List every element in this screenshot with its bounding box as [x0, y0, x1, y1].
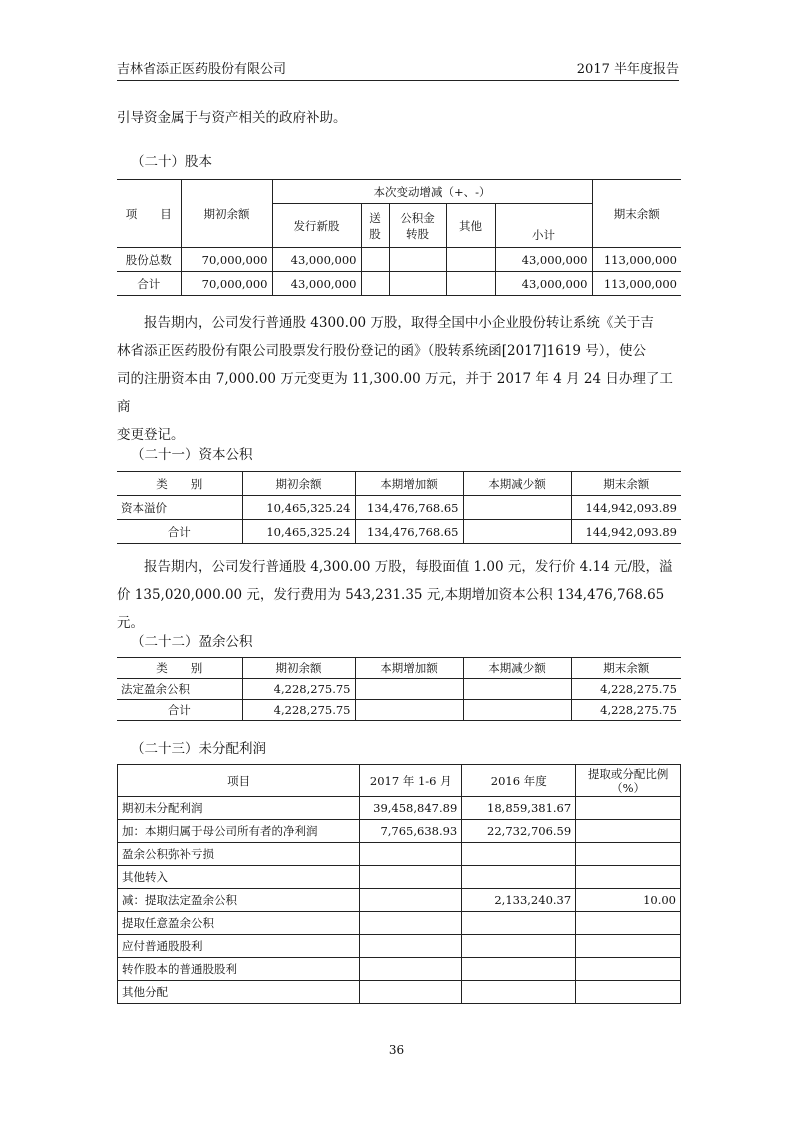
section-23-title: （二十三）未分配利润	[131, 741, 266, 757]
share-capital-table	[117, 179, 681, 296]
header-item: 项目	[118, 765, 360, 797]
header-closing: 期末余额	[592, 180, 681, 248]
table-row: 提取任意盈余公积	[118, 912, 681, 935]
section-22-title: （二十二）盈余公积	[131, 634, 253, 650]
header-year: 2016 年度	[462, 765, 576, 797]
table-row: 法定盈余公积 4,228,275.75 4,228,275.75	[117, 679, 681, 700]
header-report-title: 2017 半年度报告	[576, 62, 679, 77]
header-subtotal: 小计	[495, 204, 592, 248]
section-21-title: （二十一）资本公积	[131, 447, 253, 463]
header-opening: 期初余额	[181, 180, 272, 248]
header-item: 项 目	[117, 180, 181, 248]
header-reserve: 公积金 转股	[389, 204, 446, 248]
header-other: 其他	[446, 204, 495, 248]
section-21-note: 报告期内，公司发行普通股 4,300.00 万股，每股面值 1.00 元，发行价 4.14 元/股，溢 价 135,020,000.00 元，发行费用为 543,231.35 元,本期增加资本公积 134,476,768.65 元。	[117, 559, 673, 631]
header-closing: 期末余额	[571, 472, 681, 496]
table-row: 其他分配	[118, 981, 681, 1004]
capital-reserve-table	[117, 471, 681, 544]
header-increase: 本期增加额	[355, 658, 463, 679]
table-row: 合计 70,000,000 43,000,000 43,000,000 113,000,000	[117, 272, 681, 296]
table-row: 资本溢价 10,465,325.24 134,476,768.65 144,942,093.89	[117, 496, 681, 520]
undistributed-profit-table	[117, 764, 681, 1004]
table-row: 合计 4,228,275.75 4,228,275.75	[117, 700, 681, 721]
header-new-issue: 发行新股	[272, 204, 361, 248]
header-category: 类 别	[117, 658, 242, 679]
header-bonus: 送 股	[361, 204, 389, 248]
header-category: 类 别	[117, 472, 242, 496]
table-row: 加：本期归属于母公司所有者的净利润 7,765,638.93 22,732,706.59	[118, 820, 681, 843]
header-change-group: 本次变动增减（+、-）	[272, 180, 592, 204]
table-row: 盈余公积弥补亏损	[118, 843, 681, 866]
header-opening: 期初余额	[242, 472, 355, 496]
table-row: 减：提取法定盈余公积 2,133,240.37 10.00	[118, 889, 681, 912]
intro-paragraph: 引导资金属于与资产相关的政府补助。	[117, 110, 347, 126]
table-row: 应付普通股股利	[118, 935, 681, 958]
section-20-note: 报告期内，公司发行普通股 4300.00 万股，取得全国中小企业股份转让系统《关于吉 林省添正医药股份有限公司股票发行股份登记的函》（股转系统函[2017]1619 号），使公 司的注册资本由 7,000.00 万元变更为 11,300.00 万元，并于 2017 年 4 月 24 日办理了工商 变更登记。	[117, 315, 673, 443]
surplus-reserve-table	[117, 657, 681, 721]
header-company: 吉林省添正医药股份有限公司	[117, 62, 287, 77]
header-period: 2017 年 1-6 月	[360, 765, 462, 797]
header-ratio: 提取或分配比例 （%）	[576, 765, 681, 797]
table-row: 股份总数 70,000,000 43,000,000 43,000,000 113,000,000	[117, 248, 681, 272]
table-row: 转作股本的普通股股利	[118, 958, 681, 981]
header-opening: 期初余额	[242, 658, 355, 679]
page-number: 36	[388, 1043, 405, 1057]
header-increase: 本期增加额	[355, 472, 463, 496]
table-row: 其他转入	[118, 866, 681, 889]
table-row: 期初未分配利润 39,458,847.89 18,859,381.67	[118, 797, 681, 820]
header-decrease: 本期减少额	[463, 472, 571, 496]
header-closing: 期末余额	[571, 658, 681, 679]
table-row: 合计 10,465,325.24 134,476,768.65 144,942,093.89	[117, 520, 681, 544]
header-decrease: 本期减少额	[463, 658, 571, 679]
header-divider	[117, 80, 679, 81]
section-20-title: （二十）股本	[131, 154, 212, 170]
